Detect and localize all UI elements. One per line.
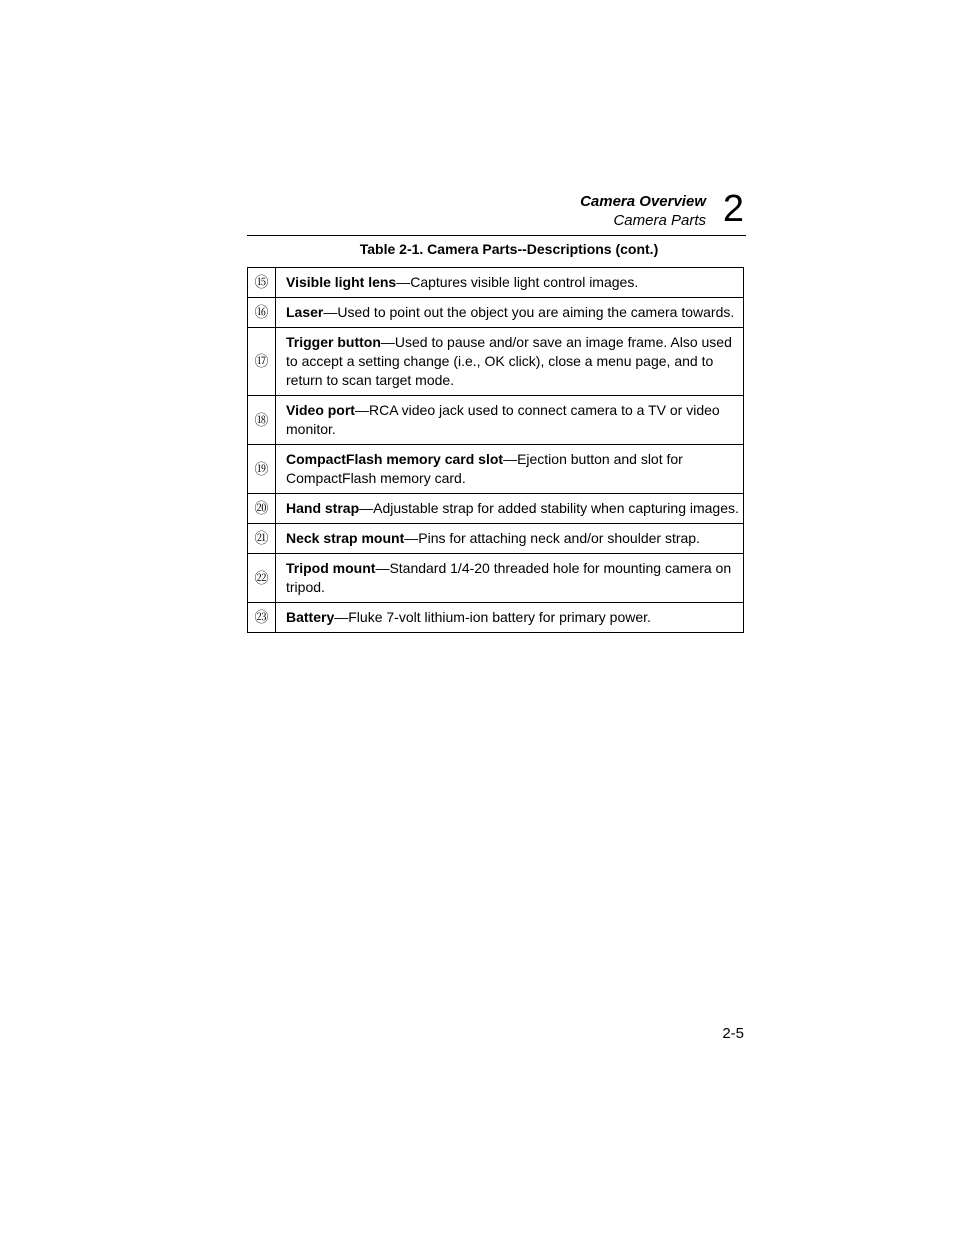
part-name: Visible light lens [286, 274, 397, 290]
table-row [248, 396, 744, 445]
row-number: ⑱ [248, 396, 276, 445]
part-name: Tripod mount [286, 560, 376, 576]
part-name: Hand strap [286, 500, 360, 516]
table-row [248, 298, 744, 328]
part-name: Trigger button [286, 334, 381, 350]
part-name: Neck strap mount [286, 530, 405, 546]
part-description: —Ejection button and slot for CompactFlash memory card. [286, 451, 683, 486]
chapter-title: Camera Overview [580, 193, 706, 210]
header-titles [580, 192, 706, 230]
part-description: —Standard 1/4-20 threaded hole for mounting camera on tripod. [286, 560, 732, 595]
part-name: Laser [286, 304, 324, 320]
part-name: Battery [286, 609, 335, 625]
page-number: 2-5 [722, 1025, 744, 1042]
row-description [276, 445, 744, 494]
part-description: —RCA video jack used to connect camera to a TV or video monitor. [286, 402, 720, 437]
table-row [248, 445, 744, 494]
table-row [248, 494, 744, 524]
row-description [276, 328, 744, 396]
part-name: Video port [286, 402, 355, 418]
table-row [248, 603, 744, 633]
row-number: ⑲ [248, 445, 276, 494]
part-name: CompactFlash memory card slot [286, 451, 504, 467]
row-number: ㉓ [248, 603, 276, 633]
table-row [248, 554, 744, 603]
row-description [276, 268, 744, 298]
row-description [276, 524, 744, 554]
table-row [248, 328, 744, 396]
row-number: ㉒ [248, 554, 276, 603]
table-row [248, 268, 744, 298]
row-description [276, 298, 744, 328]
table-caption: Table 2-1. Camera Parts--Descriptions (cont.) [359, 241, 659, 257]
row-number: ⑰ [248, 328, 276, 396]
row-number: ⑯ [248, 298, 276, 328]
chapter-number: 2 [722, 188, 744, 230]
part-description: —Adjustable strap for added stability when capturing images. [359, 500, 739, 516]
row-number: ⑮ [248, 268, 276, 298]
parts-table [247, 267, 744, 633]
part-description: —Fluke 7-volt lithium-ion battery for primary power. [334, 609, 651, 625]
page-header [247, 190, 746, 236]
part-description: —Captures visible light control images. [396, 274, 639, 290]
row-description [276, 396, 744, 445]
table-row [248, 524, 744, 554]
row-description [276, 494, 744, 524]
row-number: ㉑ [248, 524, 276, 554]
row-number: ⑳ [248, 494, 276, 524]
row-description [276, 603, 744, 633]
part-description: —Pins for attaching neck and/or shoulder strap. [404, 530, 700, 546]
part-description: —Used to point out the object you are aiming the camera towards. [323, 304, 735, 320]
part-description: —Used to pause and/or save an image frame. Also used to accept a setting change (i.e., OK click), close a menu page, and to return to scan target mode. [286, 334, 732, 388]
section-title: Camera Parts [613, 212, 706, 229]
row-description [276, 554, 744, 603]
